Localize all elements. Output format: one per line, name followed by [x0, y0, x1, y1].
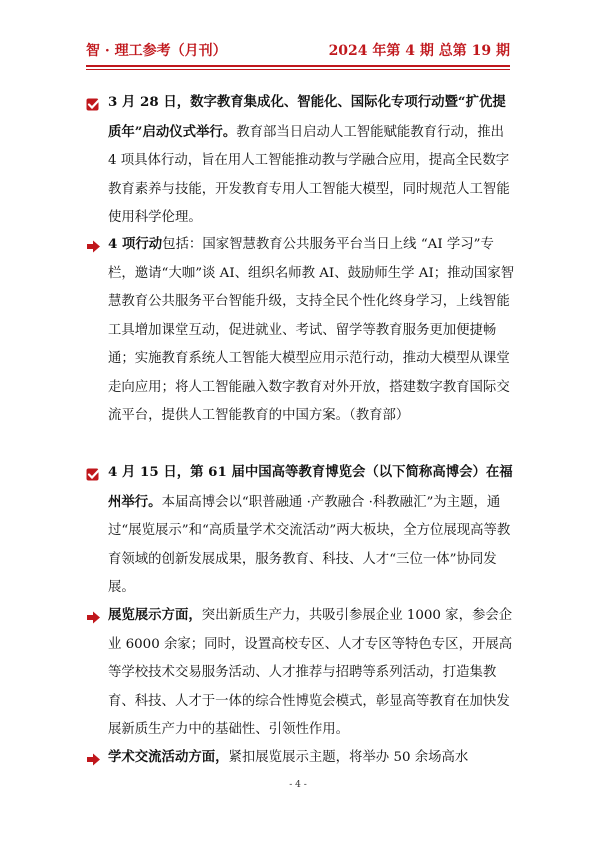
article-body: [86, 88, 516, 773]
detail-lead: 展览展示方面，: [108, 607, 202, 623]
detail-text: 包括：国家智慧教育公共服务平台当日上线 “AI 学习”专栏，邀请“大咖”谈 AI、组织名师教 AI、鼓励师生学 AI；推动国家智慧教育公共服务平台智能升级，支持全民个性化终身学习，上线智能工具增加课堂互动，促进就业、考试、留学等教育服务更加便捷畅通；实施教育系统人工智能大模型应用示范行动，推动大模型从课堂走向应用；将人工智能融入数字教育对外开放，搭建数字教育国际交流平台，提供人工智能教育的中国方案。（教育部）: [108, 237, 515, 423]
page-header: [86, 40, 510, 62]
news-headline: 3 月 28 日，数字教育集成化、智能化、国际化专项行动暨“扩优提质年”启动仪式举行。: [108, 94, 506, 140]
news-item: [86, 458, 516, 601]
detail-item: [86, 230, 516, 458]
checkbox-icon: [86, 95, 101, 110]
news-item: [86, 88, 516, 230]
detail-item: [86, 743, 516, 773]
header-rule-thin: [86, 69, 510, 70]
header-rule-thick: [86, 65, 510, 67]
journal-title: 智 · 理工参考（月刊）: [86, 43, 227, 59]
issue-number: 2024 年第 4 期 总第 19 期: [328, 43, 510, 59]
detail-lead: 4 项行动: [108, 236, 163, 252]
detail-text: 突出新质生产力，共吸引参展企业 1000 家，参会企业 6000 余家；同时，设置高校专区、人才专区等特色专区，开展高等学校技术交易服务活动、人才推荐与招聘等系列活动，打造集教育、科技、人才于一体的综合性博览会模式，彰显高等教育在加快发展新质生产力中的基础性、引领性作用。: [108, 608, 513, 737]
arrow-icon: [86, 237, 101, 252]
checkbox-icon: [86, 465, 101, 480]
news-headline: 4 月 15 日，第 61 届中国高等教育博览会（以下简称高博会）在福州举行。: [108, 464, 513, 510]
page-number: - 4 -: [289, 780, 307, 790]
news-text: 教育部当日启动人工智能赋能教育行动，推出 4 项具体行动，旨在用人工智能推动教与学融合应用，提高全民数字教育素养与技能，开发教育专用人工智能大模型，同时规范人工智能使用科学伦理。: [108, 124, 510, 225]
arrow-icon: [86, 750, 101, 765]
detail-text: 紧扣展览展示主题，将举办 50 余场高水: [228, 750, 469, 765]
detail-item: [86, 601, 516, 743]
news-text: 本届高博会以“职普融通 ·产教融合 ·科教融汇”为主题，通过“展览展示”和“高质量学术交流活动”两大板块，全方位展现高等教育领域的创新发展成果，服务教育、科技、人才“三位一体”协同发展。: [108, 494, 511, 595]
detail-lead: 学术交流活动方面，: [108, 749, 229, 765]
arrow-icon: [86, 608, 101, 623]
